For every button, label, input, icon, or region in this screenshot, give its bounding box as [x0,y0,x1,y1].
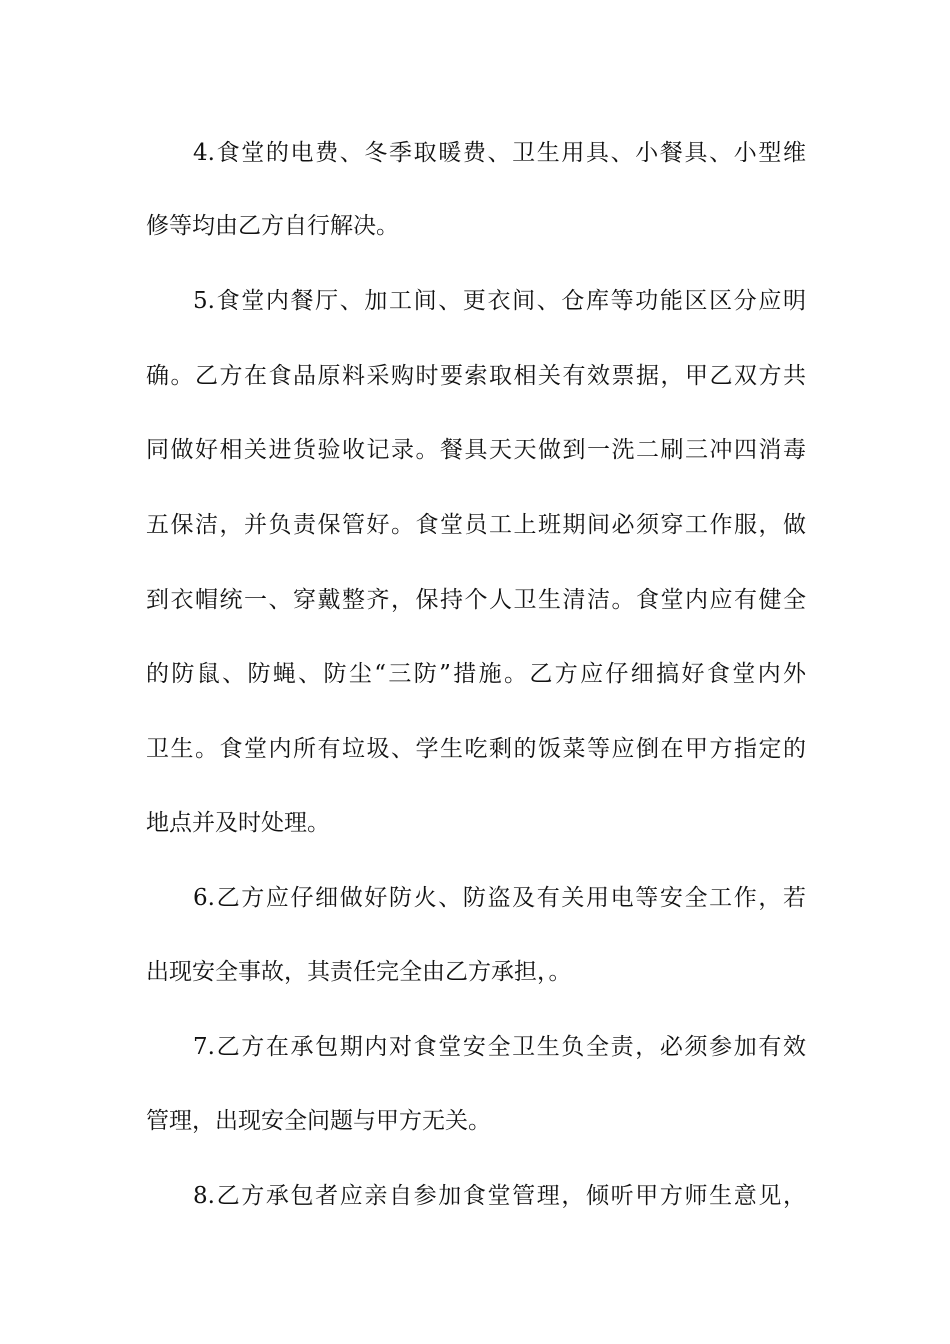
text-line: 8.乙方承包者应亲自参加食堂管理，倾听甲方师生意见， [193,1183,806,1209]
text-line: 地点并及时处理。 [146,810,330,836]
text-line: 的防鼠、防蝇、防尘“三防”措施。乙方应仔细搞好食堂内外 [146,661,806,687]
text-line: 五保洁，并负责保管好。食堂员工上班期间必须穿工作服，做 [146,512,806,538]
text-line: 7.乙方在承包期内对食堂安全卫生负全责，必须参加有效 [193,1034,806,1060]
text-line: 确。乙方在食品原料采购时要索取相关有效票据，甲乙双方共 [146,363,806,389]
text-line: 4.食堂的电费、冬季取暖费、卫生用具、小餐具、小型维 [193,140,806,166]
text-line: 同做好相关进货验收记录。餐具天天做到一洗二刷三冲四消毒 [146,437,806,463]
text-line: 到衣帽统一、穿戴整齐，保持个人卫生清洁。食堂内应有健全 [146,587,806,613]
text-line: 修等均由乙方自行解决。 [146,213,399,239]
text-line: 出现安全事故，其责任完全由乙方承担，。 [146,959,572,985]
text-line: 卫生。食堂内所有垃圾、学生吃剩的饭菜等应倒在甲方指定的 [146,736,806,762]
text-line: 5.食堂内餐厅、加工间、更衣间、仓库等功能区区分应明 [193,288,806,314]
text-line: 管理，出现安全问题与甲方无关。 [146,1108,491,1134]
text-line: 6.乙方应仔细做好防火、防盗及有关用电等安全工作，若 [193,885,806,911]
